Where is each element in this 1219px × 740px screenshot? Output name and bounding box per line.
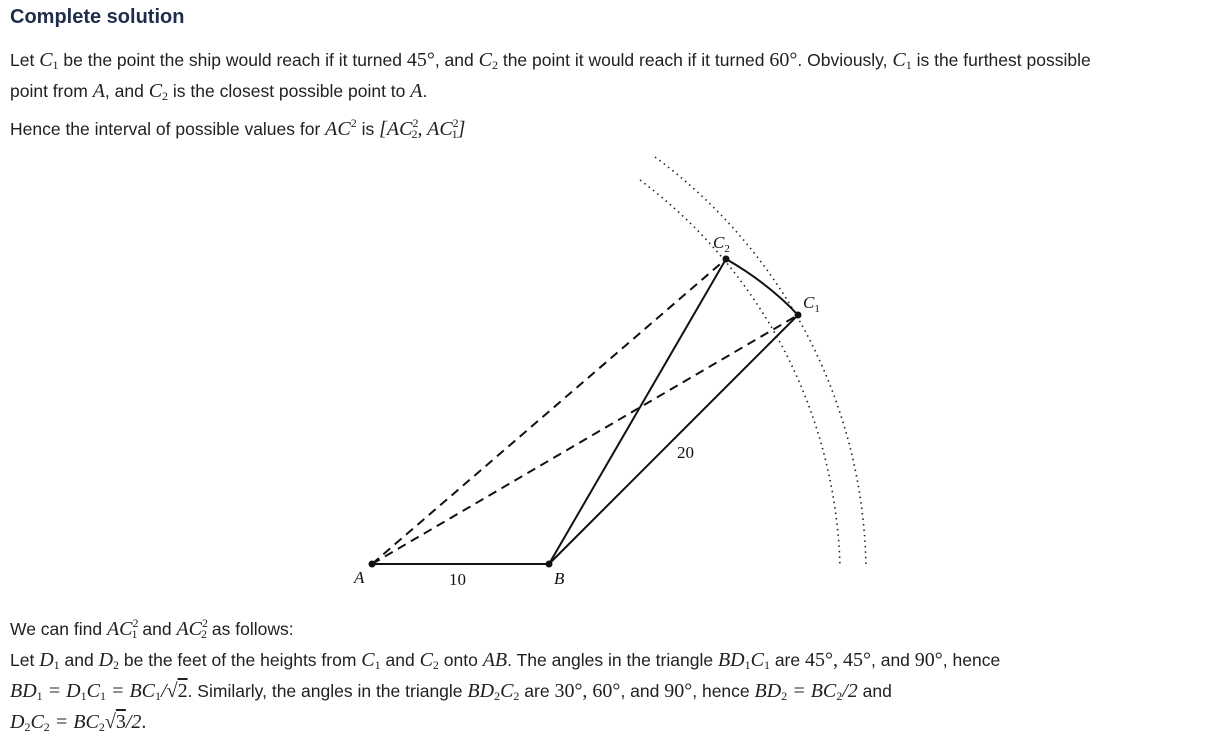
text: and xyxy=(59,650,99,670)
text: Let xyxy=(10,50,40,70)
text: and xyxy=(137,619,177,639)
segment-b-c2 xyxy=(549,259,726,564)
label-length-bc: 20 xyxy=(677,443,694,462)
text: are xyxy=(519,681,555,701)
math-angle: 60° xyxy=(769,49,798,71)
math-angle: 90° xyxy=(664,680,693,702)
math-d1: $D_1$ xyxy=(39,649,60,672)
text: and xyxy=(857,681,892,701)
math-bd1-equation: $BD_1 = D_1C_1 = BC_1/√2$ xyxy=(10,680,188,703)
text: onto xyxy=(438,650,483,670)
text: is the closest possible point to xyxy=(168,81,411,101)
text: . The angles in the triangle xyxy=(507,650,718,670)
text: , and xyxy=(104,81,149,101)
outer-dotted-arc xyxy=(655,157,866,567)
math-d2c2-equation: $D_2C_2 = BC_2√3/2$ xyxy=(10,711,142,734)
text: . Similarly, the angles in the triangle xyxy=(187,681,468,701)
math-bd2c2: $BD_2C_2$ xyxy=(467,680,520,703)
text: Let xyxy=(10,650,40,670)
label-c2: $C_2$ xyxy=(713,233,730,255)
math-c2: $C_2$ xyxy=(148,80,169,103)
label-b: B xyxy=(554,569,565,588)
point-b xyxy=(546,561,553,568)
text: be the point the ship would reach if it turned xyxy=(58,50,407,70)
point-a xyxy=(369,561,376,568)
math-a: A xyxy=(410,80,423,102)
text: Hence the interval of possible values for xyxy=(10,119,326,139)
math-bd1c1: $BD_1C_1$ xyxy=(717,649,770,672)
math-angle: 45° xyxy=(406,49,435,71)
ship-triangle-diagram xyxy=(0,140,1219,600)
text: the point it would reach if it turned xyxy=(497,50,770,70)
text: point from xyxy=(10,81,93,101)
text: be the feet of the heights from xyxy=(119,650,362,670)
math-bd2-equation: $BD_2 = BC_2/2$ xyxy=(754,680,858,703)
text: and xyxy=(380,650,420,670)
text: . Obviously, xyxy=(797,50,893,70)
math-c2: $C_2$ xyxy=(478,49,498,72)
point-c2 xyxy=(723,256,730,263)
math-ac2-squared: $AC^2_2$ xyxy=(176,616,209,641)
math-d2: $D_2$ xyxy=(98,649,120,672)
text: We can find xyxy=(10,619,107,639)
math-ab: AB xyxy=(482,649,508,671)
math-c1: $C_1$ xyxy=(361,649,381,672)
math-c1: $C_1$ xyxy=(892,49,912,72)
text: , hence xyxy=(942,650,1001,670)
intro-paragraph xyxy=(10,47,1210,109)
text: . xyxy=(422,81,428,101)
text: is the furthest possible xyxy=(911,50,1091,70)
text: , and xyxy=(434,50,479,70)
text: are xyxy=(769,650,805,670)
math-ac1-squared: $AC^2_1$ xyxy=(106,616,139,641)
math-interval: [$AC^2_2$, $AC^2_1$] xyxy=(379,116,466,141)
math-ac-squared: $AC^2$ xyxy=(325,116,357,140)
method-paragraph xyxy=(10,610,1210,647)
label-c1: $C_1$ xyxy=(803,293,820,315)
label-a: A xyxy=(354,568,365,587)
math-c1: $C_1$ xyxy=(39,49,59,72)
dashed-line-a-c2 xyxy=(372,259,726,564)
point-c1 xyxy=(795,312,802,319)
derivation-paragraph: Let $D_1$ and $D_2$ be the feet of the heights from $C_1$ and $C_2$ onto AB. The angles in the triangle $BD_1C_1$ are 45°, 45°, and 90°, hence $BD_1 = D_1C_1 = BC_1/√2$. Similarly, the angles in the triangle $BD_2C_2$ are 30°, 60°, and 90°, hence $BD_2 = BC_2/2$ and $D_2C_2 = BC_2√3/2$. xyxy=(10,649,1001,734)
math-c2: $C_2$ xyxy=(419,649,439,672)
text: is xyxy=(356,119,380,139)
math-angles: 45°, 45° xyxy=(804,649,871,671)
text: , hence xyxy=(692,681,755,701)
text: as follows: xyxy=(207,619,294,639)
arc-c2-c1 xyxy=(726,259,798,315)
math-a: A xyxy=(92,80,105,102)
text: , and xyxy=(620,681,665,701)
section-heading: Complete solution xyxy=(10,6,185,28)
text: , and xyxy=(870,650,915,670)
math-angle: 90° xyxy=(914,649,943,671)
math-angles: 30°, 60° xyxy=(554,680,621,702)
label-length-ab: 10 xyxy=(449,570,466,589)
